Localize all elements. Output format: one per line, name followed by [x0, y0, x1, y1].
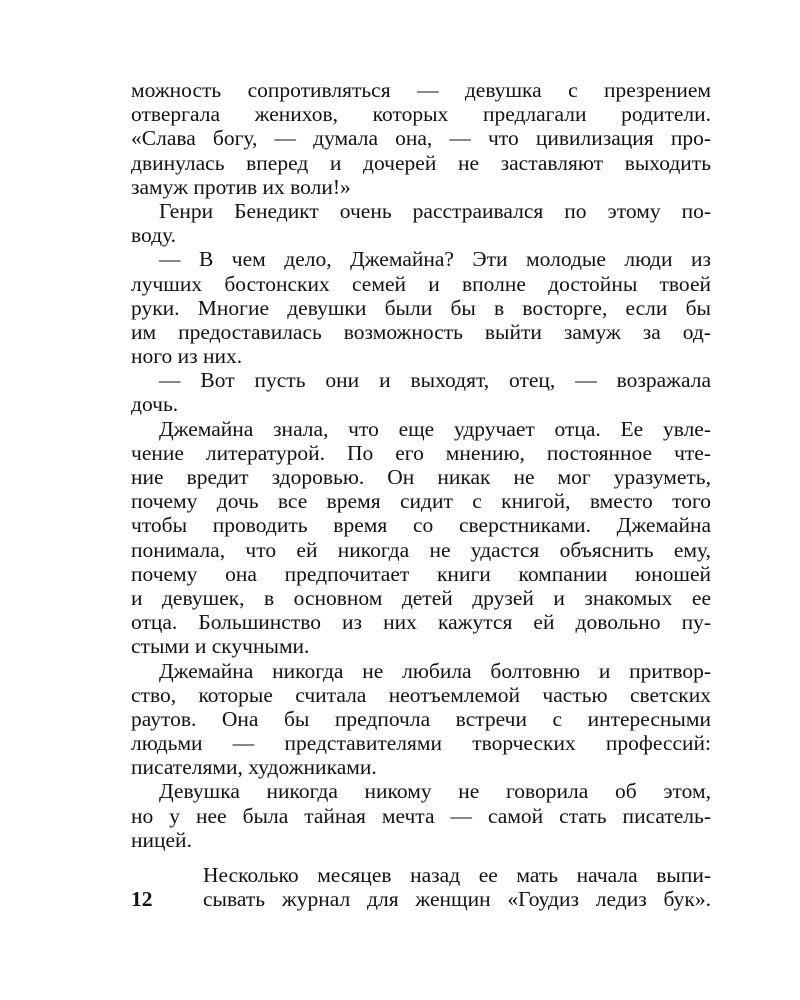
text-line: чтобы проводить время со сверстниками. Джемайна: [131, 513, 711, 538]
body-text: [131, 78, 711, 852]
text-line: людьми — представителями творческих профессий:: [131, 731, 711, 756]
text-line: лучших бостонских семей и вполне достойны твоей: [131, 271, 711, 296]
text-line: Несколько месяцев назад ее мать начала выпи-: [203, 863, 711, 887]
text-line: — В чем дело, Джемайна? Эти молодые люди из: [159, 247, 711, 272]
text-line: отвергала женихов, которых предлагали родители.: [131, 102, 711, 127]
text-line: Джемайна никогда не любила болтовню и притвор-: [159, 658, 711, 683]
text-line: Генри Бенедикт очень расстраивался по этому по-: [159, 198, 711, 223]
text-line: писателями, художниками.: [131, 755, 377, 780]
text-line: воду.: [131, 223, 177, 248]
text-line: раутов. Она бы предпочла встречи с интересными: [131, 706, 711, 731]
text-line: двинулась вперед и дочерей не заставляют выходить: [131, 150, 711, 175]
text-line: дочь.: [131, 392, 179, 417]
text-line: ного из них.: [131, 344, 243, 369]
text-line: замуж против их воли!»: [131, 174, 351, 199]
text-line: понимала, что ей никогда не удастся объяснить ему,: [131, 537, 711, 562]
text-line: почему она предпочитает книги компании юношей: [131, 561, 711, 586]
text-line: Джемайна знала, что еще удручает отца. Ее увле-: [159, 416, 711, 441]
text-line: ние вредит здоровью. Он никак не мог уразуметь,: [131, 465, 711, 489]
text-line: руки. Многие девушки были бы в восторге, если бы: [131, 295, 711, 320]
text-line: — Вот пусть они и выходят, отец, — возражала: [159, 368, 711, 393]
text-line: отца. Большинство из них кажутся ей довольно пу-: [131, 610, 711, 635]
text-line: им предоставилась возможность выйти замуж за од-: [131, 319, 711, 344]
text-line: сывать журнал для женщин «Гоудиз ледиз бук».: [203, 887, 711, 912]
text-line: Девушка никогда никому не говорила об этом,: [159, 779, 711, 804]
text-line: почему дочь все время сидит с книгой, вместо того: [131, 489, 711, 514]
text-line: чение литературой. По его мнению, постоянное чте-: [131, 440, 711, 465]
text-line: и девушек, в основном детей друзей и знакомых ее: [131, 585, 711, 610]
text-line: «Слава богу, — думала она, — что цивилизация про-: [131, 126, 711, 151]
text-line: стыми и скучными.: [131, 634, 310, 659]
text-line: но у нее была тайная мечта — самой стать писатель-: [131, 803, 711, 828]
footer-text: [131, 863, 711, 911]
text-line: ство, которые считала неотъемлемой частью светских: [131, 682, 711, 707]
page-number: 12: [131, 887, 153, 911]
text-line: можность сопротивляться — девушка с презрением: [131, 78, 711, 102]
text-line: ницей.: [131, 827, 192, 852]
